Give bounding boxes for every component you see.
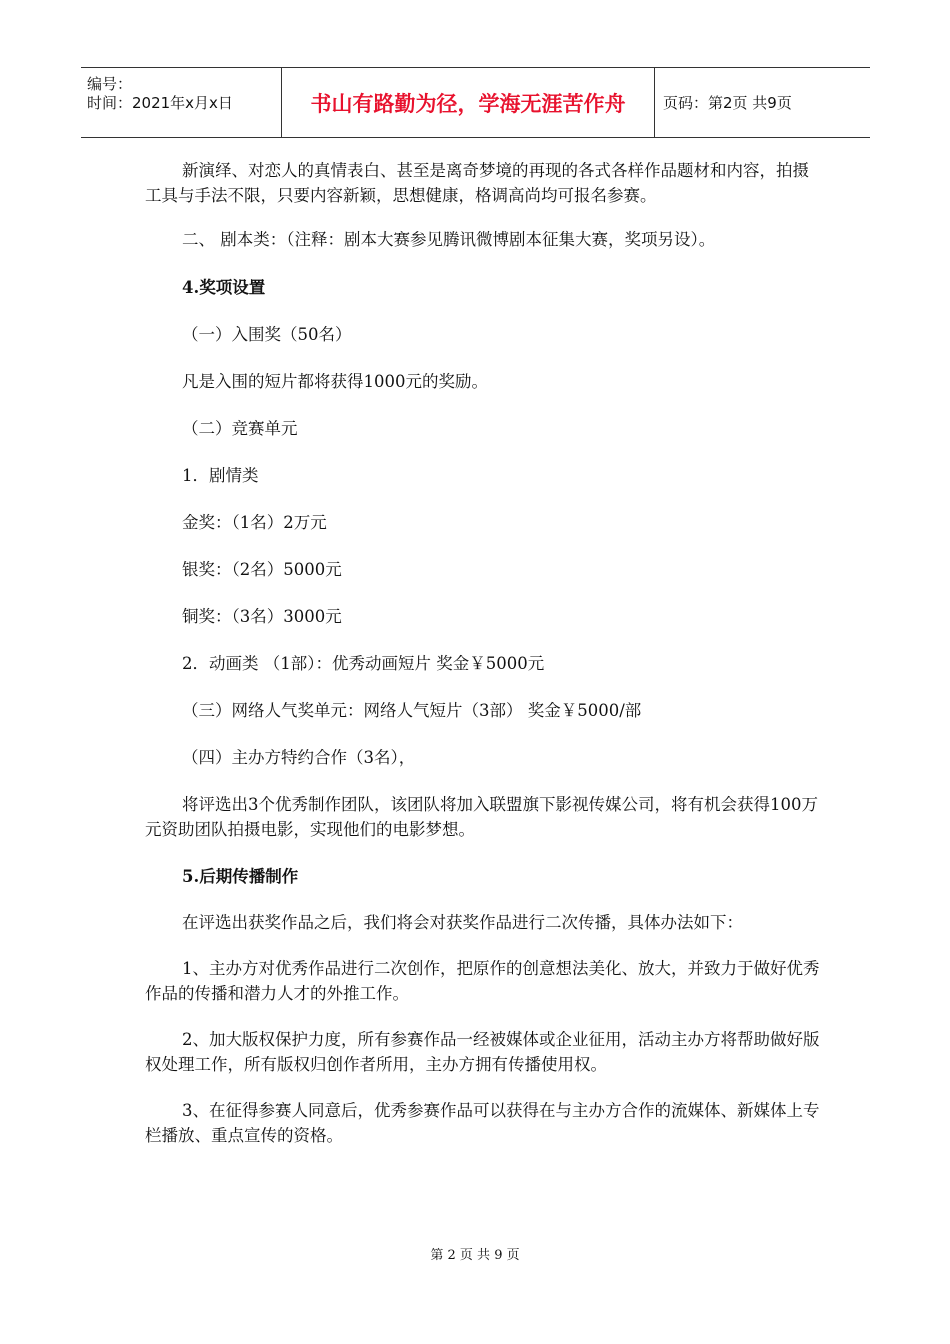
paragraph: 在评选出获奖作品之后，我们将会对获奖作品进行二次传播，具体办法如下： <box>182 913 743 932</box>
time-label: 时间：2021年x月x日 <box>87 94 233 112</box>
page-footer: 第 2 页 共 9 页 <box>430 1248 520 1263</box>
paragraph: 凡是入围的短片都将获得1000元的奖励。 <box>182 372 488 391</box>
paragraph: 3、在征得参赛人同意后，优秀参赛作品可以获得在与主办方合作的流媒体、新媒体上专栏播放、重点宣传的资格。 <box>145 1101 820 1145</box>
motto-text: 书山有路勤为径，学海无涯苦作舟 <box>282 68 655 137</box>
number-label: 编号： <box>87 75 133 93</box>
paragraph: （一）入围奖（50名） <box>182 325 352 344</box>
paragraph: 金奖：（1名）2万元 <box>182 513 327 532</box>
paragraph: （四）主办方特约合作（3名）， <box>182 748 416 767</box>
paragraph: 1、主办方对优秀作品进行二次创作，把原作的创意想法美化、放大，并致力于做好优秀作品的传播和潜力人才的外推工作。 <box>145 959 820 1003</box>
paragraph: （三）网络人气奖单元：网络人气短片（3部） 奖金￥5000/部 <box>182 701 642 720</box>
paragraph: 银奖：（2名）5000元 <box>182 560 342 579</box>
section-heading: 4.奖项设置 <box>182 278 266 297</box>
paragraph: 将评选出3个优秀制作团队，该团队将加入联盟旗下影视传媒公司，将有机会获得100万元资助团队拍摄电影，实现他们的电影梦想。 <box>145 795 818 839</box>
page-header <box>81 67 870 138</box>
paragraph: 2、加大版权保护力度，所有参赛作品一经被媒体或企业征用，活动主办方将帮助做好版权处理工作，所有版权归创作者所用，主办方拥有传播使用权。 <box>145 1030 820 1074</box>
document-body <box>145 150 825 1148</box>
header-meta-cell <box>81 68 282 137</box>
paragraph: 2．动画类 （1部）：优秀动画短片 奖金￥5000元 <box>182 654 545 673</box>
paragraph: 铜奖：（3名）3000元 <box>182 607 342 626</box>
page-info: 页码：第2页 共9页 <box>663 94 792 112</box>
paragraph: 二、 剧本类：（注释：剧本大赛参见腾讯微博剧本征集大赛，奖项另设）。 <box>182 230 716 249</box>
section-heading: 5.后期传播制作 <box>182 867 299 886</box>
paragraph: （二）竞赛单元 <box>182 419 298 438</box>
paragraph: 1．剧情类 <box>182 466 259 485</box>
paragraph: 新演绎、对恋人的真情表白、甚至是离奇梦境的再现的各式各样作品题材和内容，拍摄工具与手法不限，只要内容新颖，思想健康，格调高尚均可报名参赛。 <box>145 161 809 205</box>
